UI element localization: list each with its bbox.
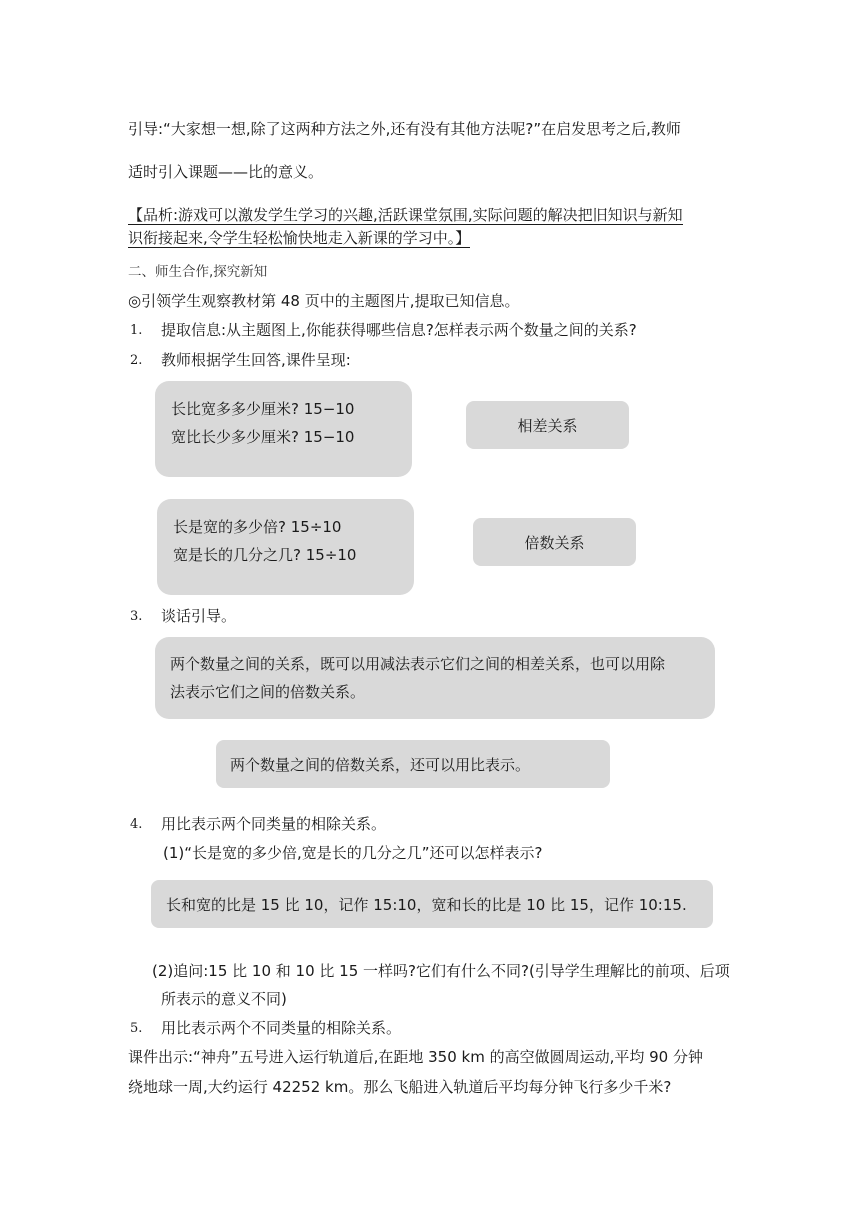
- courseware-line-1: 课件出示:“神舟”五号进入运行轨道后,在距地 350 km 的高空做圆周运动,平均 90 分钟: [128, 1048, 703, 1066]
- difference-question-2: 宽比长少多少厘米? 15−10: [171, 428, 355, 446]
- multiple-relation-tag: 倍数关系: [473, 518, 636, 566]
- analysis-line-1: 【品析:游戏可以激发学生学习的兴趣,活跃课堂氛围,实际问题的解决把旧知识与新知: [128, 206, 683, 224]
- ratio-intro-box: 两个数量之间的倍数关系，还可以用比表示。: [216, 740, 610, 788]
- difference-question-1: 长比宽多多少厘米? 15−10: [171, 400, 355, 418]
- sub-question-1: (1)“长是宽的多少倍,宽是长的几分之几”还可以怎样表示?: [163, 844, 543, 862]
- multiple-question-box: [157, 499, 414, 595]
- relation-explanation-1: 两个数量之间的关系，既可以用减法表示它们之间的相差关系，也可以用除: [170, 655, 666, 673]
- analysis-line-2: 识衔接起来,令学生轻松愉快地走入新课的学习中。】: [128, 229, 471, 247]
- item-2-number: 2.: [130, 353, 143, 368]
- item-3-number: 3.: [130, 609, 143, 624]
- difference-question-box: [155, 381, 412, 477]
- multiple-question-1: 长是宽的多少倍? 15÷10: [173, 518, 342, 536]
- sub-question-2-line-2: 所表示的意义不同): [161, 990, 287, 1008]
- section-heading: 二、师生合作,探究新知: [128, 264, 268, 280]
- item-5-text: 用比表示两个不同类量的相除关系。: [161, 1019, 402, 1037]
- intro-line-1: 引导:“大家想一想,除了这两种方法之外,还有没有其他方法呢?”在启发思考之后,教师: [128, 120, 681, 138]
- item-3-text: 谈话引导。: [161, 607, 237, 625]
- relation-explanation-box: [155, 637, 715, 719]
- courseware-line-2: 绕地球一周,大约运行 42252 km。那么飞船进入轨道后平均每分钟飞行多少千米?: [128, 1078, 672, 1096]
- observe-instruction: ◎引领学生观察教材第 48 页中的主题图片,提取已知信息。: [128, 292, 520, 310]
- intro-line-2: 适时引入课题——比的意义。: [128, 163, 324, 181]
- item-2-text: 教师根据学生回答,课件呈现:: [161, 351, 351, 369]
- analysis-note: [128, 204, 728, 250]
- item-4-number: 4.: [130, 817, 143, 832]
- ratio-example-box: 长和宽的比是 15 比 10，记作 15:10，宽和长的比是 10 比 15，记作 10:15.: [151, 880, 713, 928]
- sub-question-2-line-1: (2)追问:15 比 10 和 10 比 15 一样吗?它们有什么不同?(引导学生理解比的前项、后项: [152, 962, 730, 980]
- item-1-text: 提取信息:从主题图上,你能获得哪些信息?怎样表示两个数量之间的关系?: [161, 321, 637, 339]
- multiple-question-2: 宽是长的几分之几? 15÷10: [173, 546, 357, 564]
- item-5-number: 5.: [130, 1021, 143, 1036]
- item-4-text: 用比表示两个同类量的相除关系。: [161, 815, 387, 833]
- relation-explanation-2: 法表示它们之间的倍数关系。: [170, 683, 366, 701]
- difference-relation-tag: 相差关系: [466, 401, 629, 449]
- item-1-number: 1.: [130, 323, 143, 338]
